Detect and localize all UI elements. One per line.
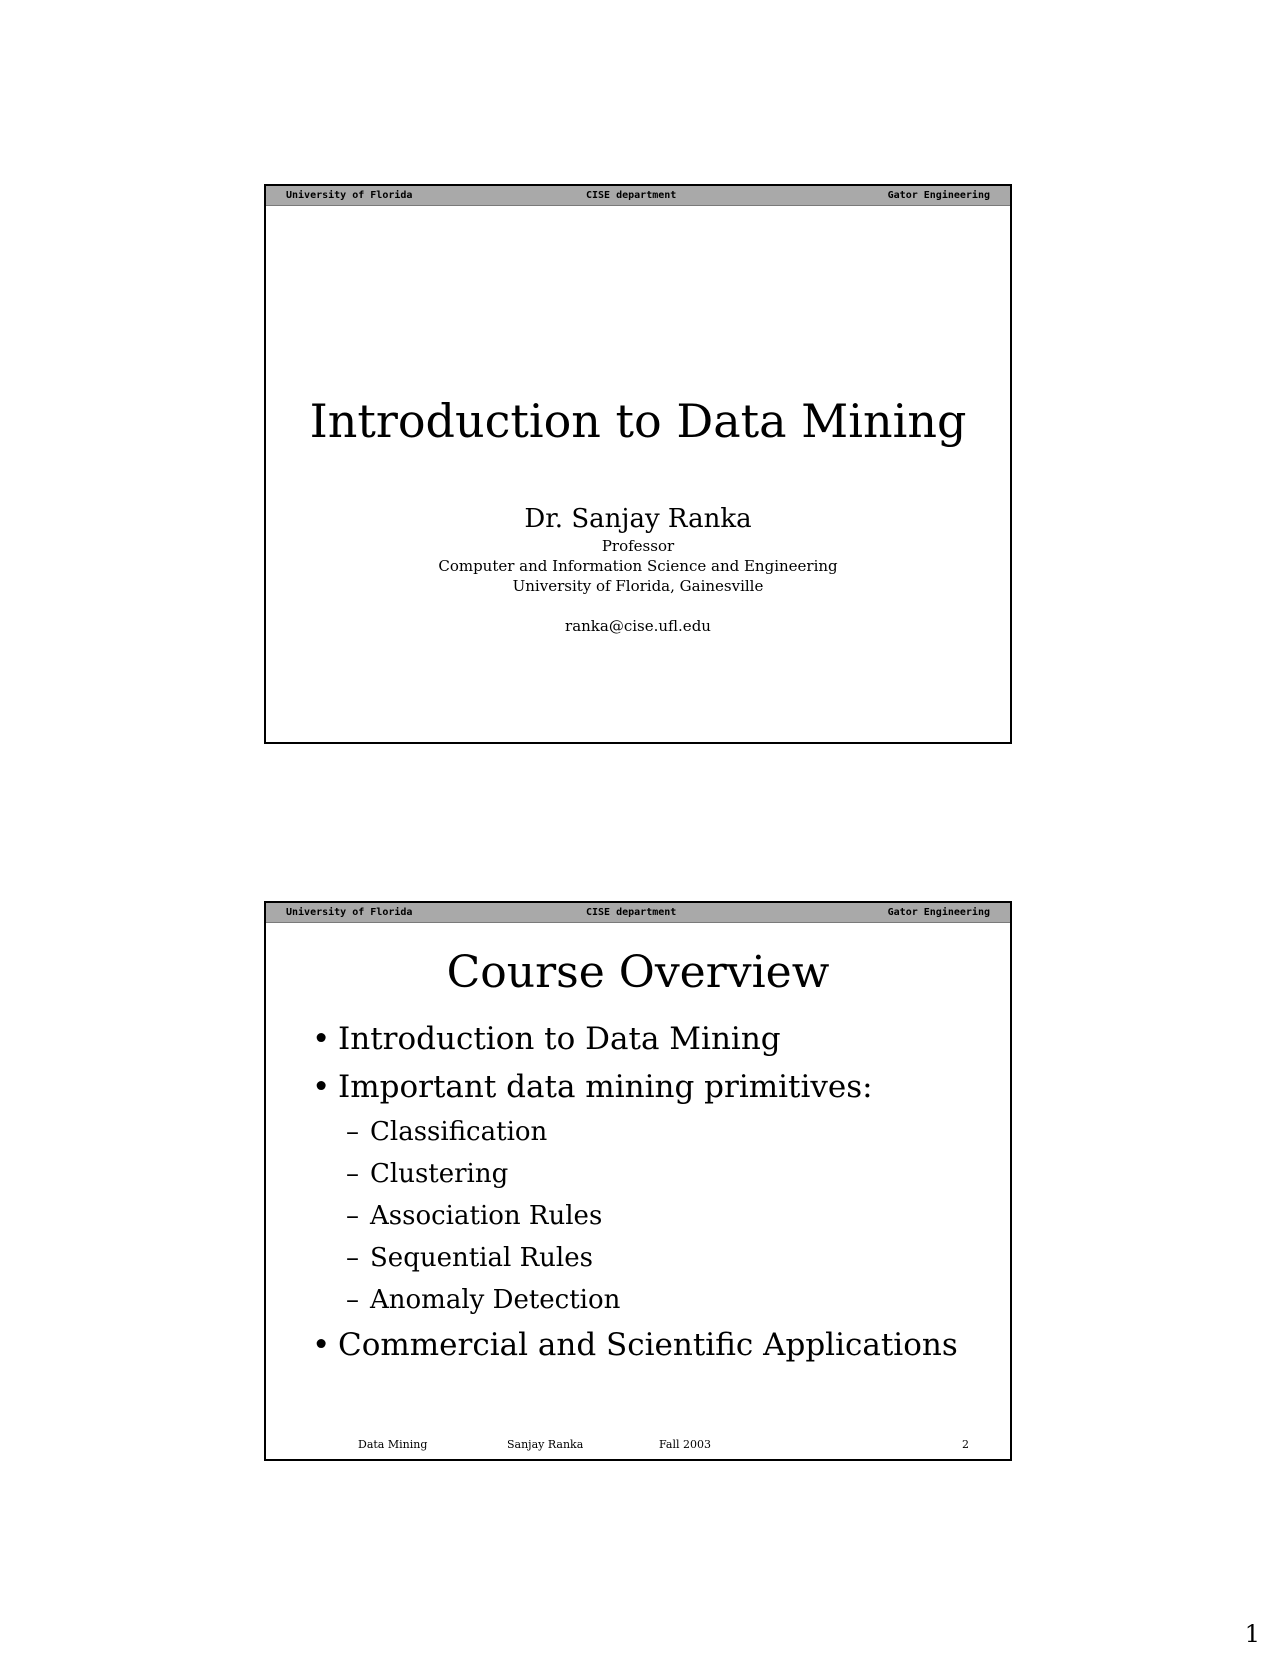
dash-mark: – [346, 1243, 359, 1273]
bullet-mark: • [312, 1069, 331, 1105]
sub-bullet-item [312, 1111, 958, 1153]
sub-bullet-text: Sequential Rules [370, 1243, 593, 1273]
slide-title-heading: Introduction to Data Mining [309, 394, 967, 448]
sub-bullet-text: Clustering [370, 1159, 509, 1189]
bullet-item [312, 1015, 958, 1063]
bullet-mark: • [312, 1327, 331, 1363]
footer-term: Fall 2003 [659, 1438, 711, 1451]
header-department: CISE department [586, 907, 677, 918]
sub-bullet-item [312, 1279, 958, 1321]
bullet-list [312, 1015, 958, 1369]
sub-bullet-text: Association Rules [370, 1201, 603, 1231]
dash-mark: – [346, 1117, 359, 1147]
author-department: Computer and Information Science and Engineering [438, 557, 838, 575]
page-number: 1 [1244, 1620, 1260, 1648]
sub-bullet-item [312, 1153, 958, 1195]
header-university: University of Florida [286, 190, 413, 201]
sub-bullet-item [312, 1237, 958, 1279]
dash-mark: – [346, 1201, 359, 1231]
bullet-item [312, 1321, 958, 1369]
author-email: ranka@cise.ufl.edu [565, 617, 711, 635]
dash-mark: – [346, 1285, 359, 1315]
slide-header [266, 186, 1010, 206]
footer-author: Sanjay Ranka [507, 1438, 584, 1451]
bullet-text: Introduction to Data Mining [338, 1021, 781, 1057]
sub-bullet-item [312, 1195, 958, 1237]
bullet-text: Commercial and Scientific Applications [338, 1327, 958, 1363]
bullet-text: Important data mining primitives: [338, 1069, 873, 1105]
author-university: University of Florida, Gainesville [512, 577, 764, 595]
slide-header [266, 903, 1010, 923]
footer-course: Data Mining [358, 1438, 428, 1451]
header-department: CISE department [586, 190, 677, 201]
slide-heading: Course Overview [446, 947, 830, 998]
bullet-item [312, 1063, 958, 1111]
dash-mark: – [346, 1159, 359, 1189]
slide-title [264, 184, 1012, 744]
header-university: University of Florida [286, 907, 413, 918]
author-name: Dr. Sanjay Ranka [524, 504, 752, 534]
bullet-mark: • [312, 1021, 331, 1057]
author-role: Professor [601, 537, 675, 555]
slide-course-overview [264, 901, 1012, 1461]
header-engineering: Gator Engineering [887, 907, 990, 918]
sub-bullet-text: Anomaly Detection [370, 1285, 621, 1315]
footer-slide-number: 2 [962, 1438, 969, 1451]
header-engineering: Gator Engineering [887, 190, 990, 201]
sub-bullet-text: Classification [370, 1117, 548, 1147]
